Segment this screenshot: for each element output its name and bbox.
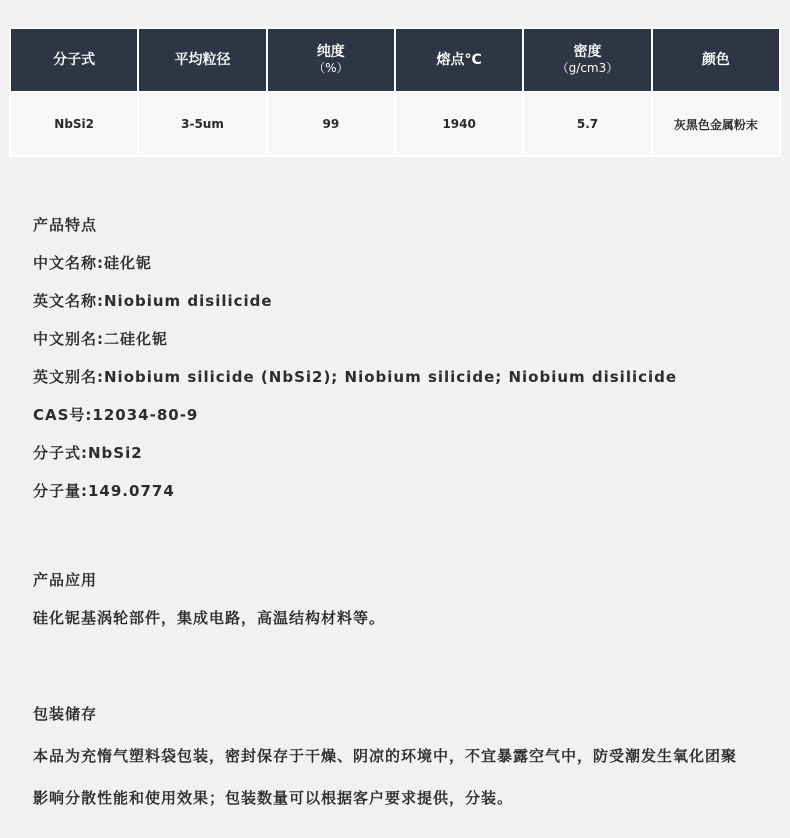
cell-particle-size: 3-5um [138,92,266,156]
cell-formula: NbSi2 [10,92,138,156]
feature-cas-number: CAS号:12034-80-9 [33,406,199,424]
storage-text-line-1: 本品为充惰气塑料袋包装，密封保存于干燥、阴凉的环境中，不宜暴露空气中，防受潮发生氧化团聚 [33,747,738,765]
spec-table-header-row [10,28,780,92]
storage-heading: 包装储存 [33,705,98,723]
feature-chinese-alias: 中文别名:二硅化铌 [33,330,168,348]
header-purity: 纯度 （%） [267,28,395,92]
header-melting-point: 熔点°C [395,28,523,92]
header-color: 颜色 [652,28,780,92]
header-density: 密度 （g/cm3） [523,28,651,92]
cell-color: 灰黑色金属粉末 [652,92,780,156]
feature-molecular-formula: 分子式:NbSi2 [33,444,143,462]
storage-text-line-2: 影响分散性能和使用效果；包装数量可以根据客户要求提供，分装。 [33,789,514,807]
header-formula: 分子式 [10,28,138,92]
header-particle-size: 平均粒径 [138,28,266,92]
table-row [10,92,780,156]
feature-english-name: 英文名称:Niobium disilicide [33,292,273,310]
cell-purity: 99 [267,92,395,156]
application-text: 硅化铌基涡轮部件，集成电路，高温结构材料等。 [33,609,386,627]
cell-melting-point: 1940 [395,92,523,156]
feature-chinese-name: 中文名称:硅化铌 [33,254,152,272]
features-heading: 产品特点 [33,216,98,234]
application-heading: 产品应用 [33,571,98,589]
spec-table [9,27,781,157]
feature-english-alias: 英文别名:Niobium silicide (NbSi2); Niobium silicide; Niobium disilicide [33,368,678,386]
feature-molecular-weight: 分子量:149.0774 [33,482,175,500]
cell-density: 5.7 [523,92,651,156]
